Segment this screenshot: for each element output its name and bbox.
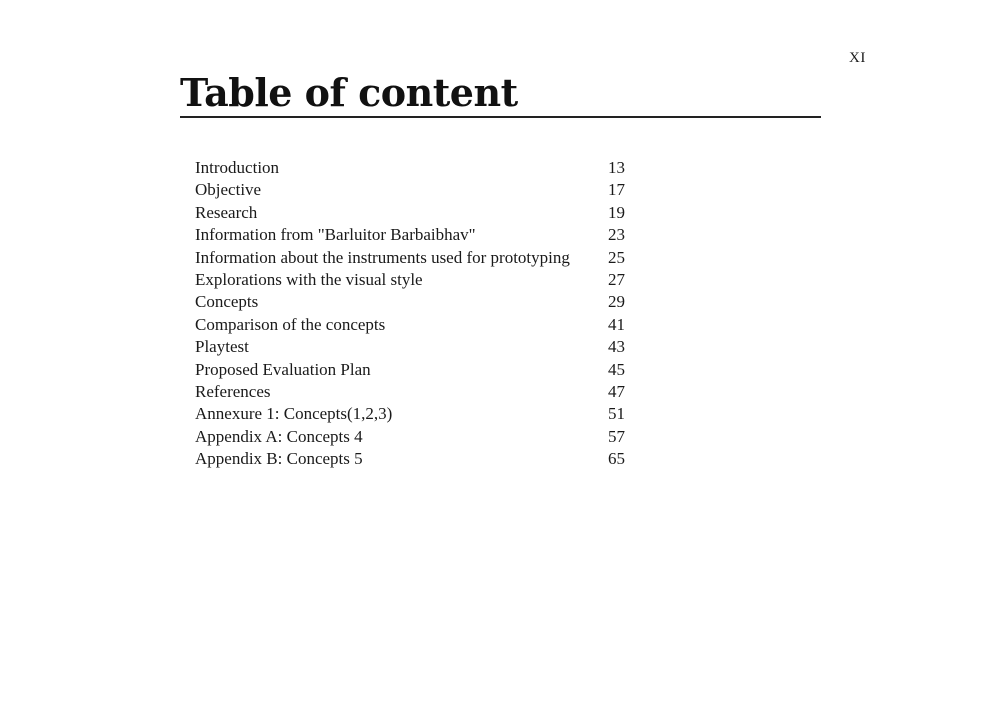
toc-page-number: 43 (608, 337, 625, 357)
title-underline (180, 116, 821, 118)
toc-entry-appendix-a[interactable] (195, 426, 648, 448)
toc-entry-appendix-b[interactable] (195, 448, 648, 470)
toc-label: Research (195, 202, 258, 222)
toc-page-number: 23 (608, 225, 625, 245)
toc-page-number: 25 (608, 247, 625, 267)
toc-page-number: 57 (608, 426, 625, 446)
toc-entry-research[interactable] (195, 202, 648, 224)
toc-page-number: 65 (608, 449, 625, 469)
toc-label: Proposed Evaluation Plan (195, 359, 371, 379)
toc-label: References (195, 381, 271, 401)
toc-label: Objective (195, 180, 262, 200)
toc-entry-concepts[interactable] (195, 291, 648, 313)
toc-page-number: 51 (608, 404, 625, 424)
page-title: Table of content (180, 70, 518, 115)
toc-label: Appendix B: Concepts 5 (195, 449, 363, 469)
toc-entry-instruments[interactable] (195, 247, 648, 269)
toc-entry-playtest[interactable] (195, 336, 648, 358)
toc-label: Information about the instruments used for prototyping (195, 247, 570, 267)
toc-label: Introduction (195, 158, 280, 177)
toc-label: Information from "Barluitor Barbaibhav" (195, 225, 476, 245)
toc-page-number: 45 (608, 359, 625, 379)
page-number: XI (849, 50, 866, 66)
toc-label: Explorations with the visual style (195, 269, 423, 289)
toc-entry-evaluation-plan[interactable] (195, 359, 648, 381)
toc-page-number: 47 (608, 381, 625, 401)
toc-entry-objective[interactable] (195, 179, 648, 201)
toc-label: Comparison of the concepts (195, 314, 386, 334)
toc-entry-information-from[interactable] (195, 224, 648, 246)
toc-label: Playtest (195, 337, 249, 357)
toc-page-number: 27 (608, 269, 625, 289)
toc-page-number: 13 (608, 158, 625, 177)
toc-entry-introduction[interactable] (195, 157, 648, 179)
toc-page-number: 29 (608, 292, 625, 312)
toc-label: Concepts (195, 292, 259, 312)
toc-page-number: 41 (608, 314, 625, 334)
toc-page-number: 19 (608, 202, 625, 222)
toc-entry-references[interactable] (195, 381, 648, 403)
toc-entry-comparison[interactable] (195, 314, 648, 336)
toc-label: Annexure 1: Concepts(1,2,3) (195, 404, 393, 424)
toc-entry-annexure-1[interactable] (195, 403, 648, 425)
table-of-contents (195, 157, 648, 470)
toc-label: Appendix A: Concepts 4 (195, 426, 363, 446)
toc-entry-explorations[interactable] (195, 269, 648, 291)
toc-page-number: 17 (608, 180, 625, 200)
